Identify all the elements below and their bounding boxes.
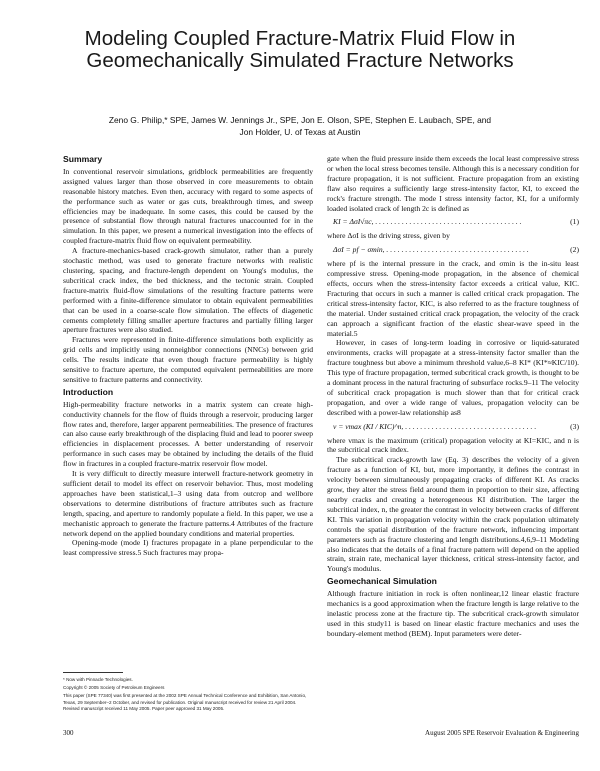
body-paragraph: gate when the fluid pressure inside them exceeds the local least compressive stress or when the local stress becomes tensile. Although this is a necessary condition for fracture propagation, it is not sufficient. Fracture propagation from an existing flaw also requires a sufficiently large stress-intensity factor, KI, to exceed the rock's fracture strength. The mode I stress intensity factor, KI, for a uniformly loaded isolated crack of length 2c is defined as: [327, 154, 579, 213]
author-line-2: Jon Holder, U. of Texas at Austin: [239, 127, 361, 137]
author-line-1: Zeno G. Philip,* SPE, James W. Jennings Jr., SPE, Jon E. Olson, SPE, Stephen E. Laubach, SPE, and: [108, 115, 492, 125]
footnote-publication-history: This paper (SPE 77340) was first presented at the 2002 SPE Annual Technical Conference and Exhibition, San Antonio, Texas, 29 September–2 October, and revised for publication. Original manuscript received for review 21 April 2004. Revised manuscript received 11 May 2005. Paper peer approved 31 May 2005.: [63, 693, 307, 711]
body-paragraph: where pf is the internal pressure in the crack, and σmin is the in-situ least compressive stress. Opening-mode propagation, in the absence of chemical effects, occurs when the stress-intensity factor exceeds a critical value, KIC. Fracturing that occurs in such a manner is called critical crack propagation. The critical stress-intensity factor, KIC, is also referred to as the fracture toughness of the material. Under sustained critical crack propagation, the velocity of the crack can approach a significant fraction of the elastic shear-wave speed in the material.5: [327, 259, 579, 338]
summary-paragraph: A fracture-mechanics-based crack-growth simulator, rather than a purely stochastic method, was used to generate fracture networks with realistic clustering, spacing, and fracture-length dependent on Young's modulus, the subcritical crack index, the bed thickness, and the tectonic strain. Coupled fracture-matrix fluid-flow simulations of the resulting fracture patterns were performed with a finite-difference simulator to obtain equivalent permeabilities that can be used in a coarse-scale flow simulation. The effects of diagenetic cements completely filling smaller aperture fractures and partially filling larger aperture fractures were also studied.: [63, 246, 313, 335]
summary-paragraph: Fractures were represented in finite-difference simulations both explicitly as grid cells and implicitly using nonneighbor connections (NNCs) between grid cells. The results indicate that even though fracture permeability is highly sensitive to fracture aperture, the computed equivalent permeabilities are more sensitive to fracture patterns and connectivity.: [63, 335, 313, 384]
equation-1: [333, 217, 579, 227]
introduction-paragraph: High-permeability fracture networks in a matrix system can create high-conductivity channels for the flow of fluids through a reservoir, producing larger flow rates and, therefore, larger apparent permeabilities. The presence of fractures can also cause early breakthrough of the displacing fluid and lead to poorer sweep efficiencies in displacement processes. A better understanding of reservoir performance in such cases may be obtained by including the details of the fluid flow in fractures in a coupled fracture-matrix reservoir flow model.: [63, 399, 313, 469]
right-column: [327, 154, 579, 639]
footnotes: [63, 672, 313, 714]
author-block: [60, 114, 540, 138]
geomechanical-simulation-heading: Geomechanical Simulation: [327, 576, 437, 587]
introduction-paragraph: Opening-mode (mode I) fractures propagate in a plane perpendicular to the least compressive stress.5 Such fractures may propa-: [63, 538, 313, 558]
equation-2-number: (2): [570, 245, 579, 255]
body-paragraph: Although fracture initiation in rock is often nonlinear,12 linear elastic fracture mechanics is a good approximation when the fracture length is large relative to the inelastic process zone at the fracture tip. The subcritical crack-growth simulator used in this study11 is based on linear elastic fracture mechanics and uses the boundary-element method (BEM). Input parameters were deter-: [327, 589, 579, 638]
paper-title: Modeling Coupled Fracture-Matrix Fluid Flow in Geomechanically Simulated Fracture Networks: [84, 27, 516, 72]
body-paragraph: The subcritical crack-growth law (Eq. 3) describes the velocity of a given fracture as a function of KI, but, more importantly, it defines the contrast in velocity between simultaneously propagating cracks of different KI. As cracks grow, they alter the stress field around them in proportion to their size, affecting nearby cracks and creating a heterogeneous KI distribution. The larger the subcritical index, n, the greater the contrast in velocity between cracks of different KI. This variation in propagation velocity within the crack population ultimately controls the spatial distribution of the fracture network, influencing important parameters such as fracture clustering and length distributions.4,6,9–11 Modeling also indicates that the details of a final fracture pattern will depend on the applied strain, strain rate, mechanical layer thickness, critical stress-intensity factor, and Young's modulus.: [327, 455, 579, 574]
summary-heading: Summary: [63, 154, 103, 164]
equation-3-number: (3): [570, 421, 579, 431]
page-footer: [63, 729, 579, 737]
summary-paragraph: In conventional reservoir simulations, gridblock permeabilities are frequently assigned values larger than those observed in core measurements to obtain reasonable history matches. Even then, accuracy with regard to some aspects of the performance such as water or gas cuts, breakthrough times, and sweep efficiencies may be inadequate. In some cases, this could be caused by the presence of substantial flow through natural fractures unaccounted for in the simulation. In this paper, we present a numerical investigation into the effects of coupled fracture-matrix fluid flow on equivalent permeability.: [63, 166, 313, 246]
footnote-affiliation: * Now with Pinnacle Technologies.: [63, 677, 133, 682]
footnote-copyright: Copyright © 2005 Society of Petroleum Engineers: [63, 685, 165, 691]
equation-1-number: (1): [570, 217, 579, 227]
body-paragraph: where ΔσI is the driving stress, given by: [327, 231, 450, 241]
equation-3: [333, 422, 579, 432]
body-paragraph: where vmax is the maximum (critical) propagation velocity at KI=KIC, and n is the subcritical crack index.: [327, 435, 579, 455]
page-number: 300: [63, 729, 74, 737]
journal-info: August 2005 SPE Reservoir Evaluation & Engineering: [425, 729, 579, 737]
footnote-rule: [63, 672, 123, 673]
introduction-heading: Introduction: [63, 386, 114, 397]
equation-1-body: KI = ΔσI√πc, . . . . . . . . . . . . . . . . . . . . . . . . . . . . . . . . . . . . . . .: [333, 217, 522, 227]
equation-3-body: v = vmax (KI / KIC)^n, . . . . . . . . . . . . . . . . . . . . . . . . . . . . . . . . . . .: [333, 421, 537, 431]
equation-2: [333, 245, 579, 255]
body-paragraph: However, in cases of long-term loading in corrosive or liquid-saturated environments, cracks will propagate at a stress-intensity factor smaller than the fracture toughness but above a minimum threshold value,6–8 KI* (KI*≈KIC/10). This type of fracture propagation, termed subcritical crack growth, is thought to be a dominant process in the natural fracturing of subsurface rocks.9–11 The velocity of subcritical crack propagation is much slower than that for critical crack propagation, and over a wide range of values, propagation velocity can be described with a power-law relationship as8: [327, 338, 579, 417]
introduction-paragraph: It is very difficult to directly measure interwell fracture-network geometry in sufficient detail to model its effect on reservoir behavior. Thus, most modeling approaches have been statistical,1–3 using data from outcrop and wellbore observations to determine distributions of fracture attributes such as fracture length, spacing, and aperture to randomly populate a field. In this paper, we use a mechanistic approach to generate the fracture patterns.4 Attributes of the fracture network depend on the applied boundary conditions and material properties.: [63, 469, 313, 538]
left-column: [63, 152, 313, 558]
equation-2-body: ΔσI = pf − σmin, . . . . . . . . . . . . . . . . . . . . . . . . . . . . . . . . . . . . . .: [333, 245, 529, 255]
